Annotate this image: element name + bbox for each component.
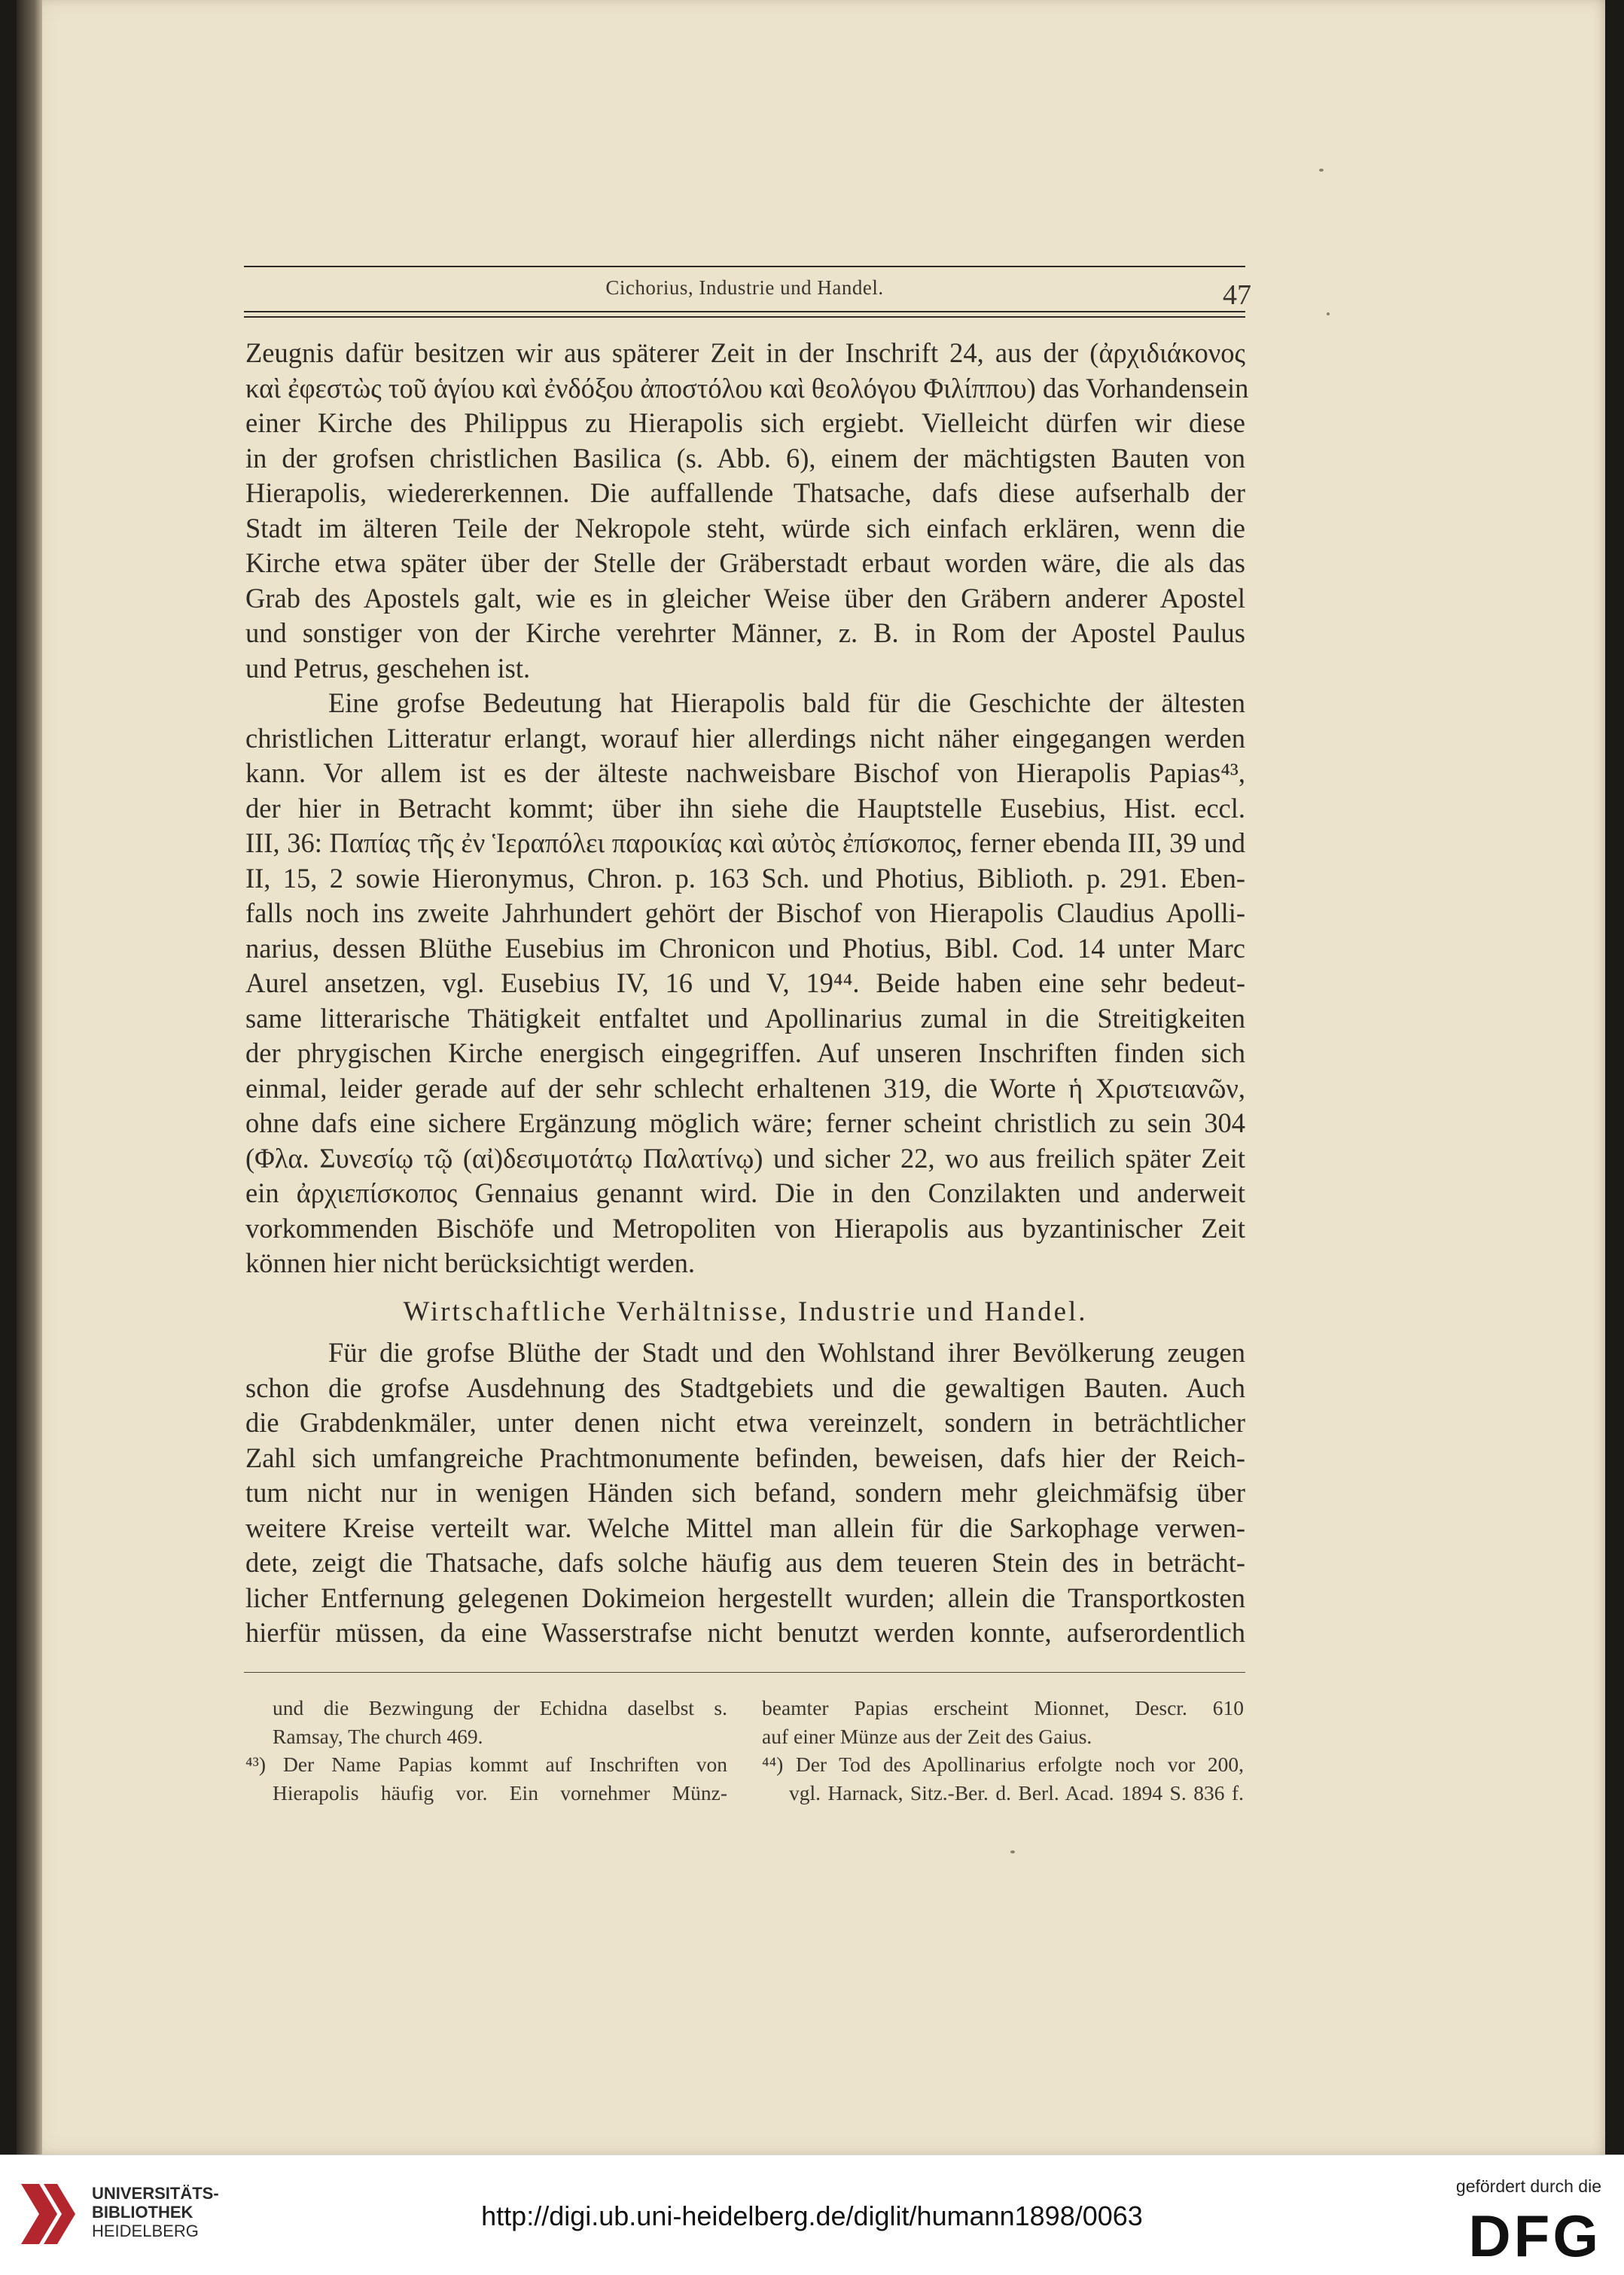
body-line: und Petrus, geschehen ist. [245,652,531,684]
body-line: (Φλα. Συνεσίῳ τῷ (αἰ)δεσιμοτάτῳ Παλατίνῳ) und sicher 22, wo aus freilich später Zeit [245,1142,1245,1174]
footnote-line: ⁴⁴) Der Tod des Apollinarius erfolgte noch vor 200, [762,1753,1244,1776]
body-line: καὶ ἐφεστὼς τοῦ ἁγίου καὶ ἐνδόξου ἀποστόλου καὶ θεολόγου Φιλίππου) das Vorhandensein [245,372,1249,404]
body-line: kann. Vor allem ist es der älteste nachweisbare Bischof von Hierapolis Papias⁴³, [245,757,1245,788]
body-line: dete, zeigt die Thatsache, dafs solche häufig aus dem teueren Stein des in beträcht- [245,1547,1245,1578]
library-name-line-3: HEIDELBERG [92,2222,199,2240]
body-line: ein ἀρχιεπίσκοπος Gennaius genannt wird. Die in den Conzilakten und anderweit [245,1177,1245,1208]
footnote-line: Hierapolis häufig vor. Ein vornehmer Münz- [273,1780,727,1804]
body-line: Zeugnis dafür besitzen wir aus späterer Zeit in der Inschrift 24, aus der (ἀρχιδιάκονος [245,337,1245,368]
body-line: narius, dessen Blüthe Eusebius im Chronicon und Photius, Bibl. Cod. 14 unter Marc [245,932,1245,964]
footnote-column-left [245,1694,727,1807]
footnote-rule [244,1672,1245,1673]
header-bottom-rule [244,311,1245,312]
body-line: ohne dafs eine sichere Ergänzung möglich wäre; ferner scheint christlich zu sein 304 [245,1107,1245,1138]
footnote-column-right [762,1694,1244,1807]
body-line: licher Entfernung gelegenen Dokimeion hergestellt wurden; allein die Transportkosten [245,1582,1245,1613]
book-page [17,0,1605,2155]
body-line: christlichen Litteratur erlangt, worauf hier allerdings nicht näher eingegangen werden [245,722,1245,754]
footnote-line: auf einer Münze aus der Zeit des Gaius. [762,1724,1092,1748]
body-line: hierfür müssen, da eine Wasserstrafse nicht benutzt werden konnte, aufserordentlich [245,1617,1245,1648]
body-line: Kirche etwa später über der Stelle der Gräberstadt erbaut worden wäre, die als das [245,547,1245,578]
body-line: Für die grofse Blüthe der Stadt und den Wohlstand ihrer Bevölkerung zeugen [328,1337,1245,1368]
library-name-line-2: BIBLIOTHEK [92,2203,193,2222]
body-line: same litterarische Thätigkeit entfaltet und Apollinarius zumal in die Streitigkeiten [245,1002,1245,1034]
section-heading: Wirtschaftliche Verhältnisse, Industrie und Handel. [403,1296,1088,1327]
body-line: Stadt im älteren Teile der Nekropole steht, würde sich einfach erklären, wenn die [245,512,1245,544]
footnote-line: und die Bezwingung der Echidna daselbst s. [273,1696,727,1719]
header-top-rule [244,266,1245,267]
body-line: können hier nicht berücksichtigt werden. [245,1247,695,1278]
footnote-line: ⁴³) Der Name Papias kommt auf Inschriften von [245,1753,727,1776]
viewer-footer [0,2155,1624,2275]
body-line: Eine grofse Bedeutung hat Hierapolis bald für die Geschichte der ältesten [328,687,1245,718]
dfg-logo[interactable]: DFG [1468,2203,1601,2269]
body-line: tum nicht nur in wenigen Händen sich befand, sondern mehr gleichmäfsig über [245,1477,1245,1508]
body-line: Aurel ansetzen, vgl. Eusebius IV, 16 und V, 19⁴⁴. Beide haben eine sehr bedeut- [245,967,1245,998]
body-line: Hierapolis, wiedererkennen. Die auffallende Thatsache, dafs diese aufserhalb der [245,477,1245,508]
book-binding-edge [17,0,42,2155]
body-line: falls noch ins zweite Jahrhundert gehört der Bischof von Hierapolis Claudius Apolli- [245,897,1245,928]
body-text [245,336,1249,1651]
body-line: und sonstiger von der Kirche verehrter Männer, z. B. in Rom der Apostel Paulus [245,617,1245,648]
paper-speck [1010,1850,1015,1853]
page-number: 47 [1223,279,1251,311]
body-line: III, 36: Παπίας τῆς ἐν Ἱεραπόλει παροικίας καὶ αὐτὸς ἐπίσκοπος, ferner ebenda III, 39 und [245,827,1245,858]
header-bottom-rule-2 [244,316,1245,318]
funder-text: gefördert durch die [1455,2176,1601,2196]
paper-speck [1319,169,1324,172]
body-line: in der grofsen christlichen Basilica (s. Abb. 6), einem der mächtigsten Bauten von [245,442,1245,474]
body-line: einmal, leider gerade auf der sehr schlecht erhaltenen 319, die Worte ἡ Χριστειανῶν, [245,1072,1245,1104]
body-line: Zahl sich umfangreiche Prachtmonumente befinden, beweisen, dafs hier der Reich- [245,1442,1245,1473]
body-line: der phrygischen Kirche energisch eingegriffen. Auf unseren Inschriften finden sich [245,1037,1245,1068]
library-name-line-1: UNIVERSITÄTS- [92,2184,219,2203]
body-line: der hier in Betracht kommt; über ihn siehe die Hauptstelle Eusebius, Hist. eccl. [245,792,1245,824]
footnote-line: beamter Papias erscheint Mionnet, Descr. 610 [762,1696,1244,1719]
paper-speck [1327,312,1330,315]
body-line: schon die grofse Ausdehnung des Stadtgebiets und die gewaltigen Bauten. Auch [245,1372,1245,1403]
body-line: die Grabdenkmäler, unter denen nicht etwa vereinzelt, sondern in beträchtlicher [245,1407,1245,1438]
body-line: Grab des Apostels galt, wie es in gleicher Weise über den Gräbern anderer Apostel [245,582,1245,614]
permalink-url[interactable]: http://digi.ub.uni-heidelberg.de/diglit/humann1898/0063 [481,2200,1143,2231]
footnote-line: vgl. Harnack, Sitz.-Ber. d. Berl. Acad. 1894 S. 836 f. [789,1780,1244,1804]
body-line: einer Kirche des Philippus zu Hierapolis sich ergiebt. Vielleicht dürfen wir diese [245,407,1245,438]
running-head: Cichorius, Industrie und Handel. [605,276,884,299]
body-line: weitere Kreise verteilt war. Welche Mittel man allein für die Sarkophage verwen- [245,1512,1245,1543]
footnote-line: Ramsay, The church 469. [273,1724,483,1748]
body-line: vorkommenden Bischöfe und Metropoliten von Hierapolis aus byzantinischer Zeit [245,1212,1245,1244]
body-line: II, 15, 2 sowie Hieronymus, Chron. p. 163 Sch. und Photius, Biblioth. p. 291. Eben- [245,862,1245,894]
